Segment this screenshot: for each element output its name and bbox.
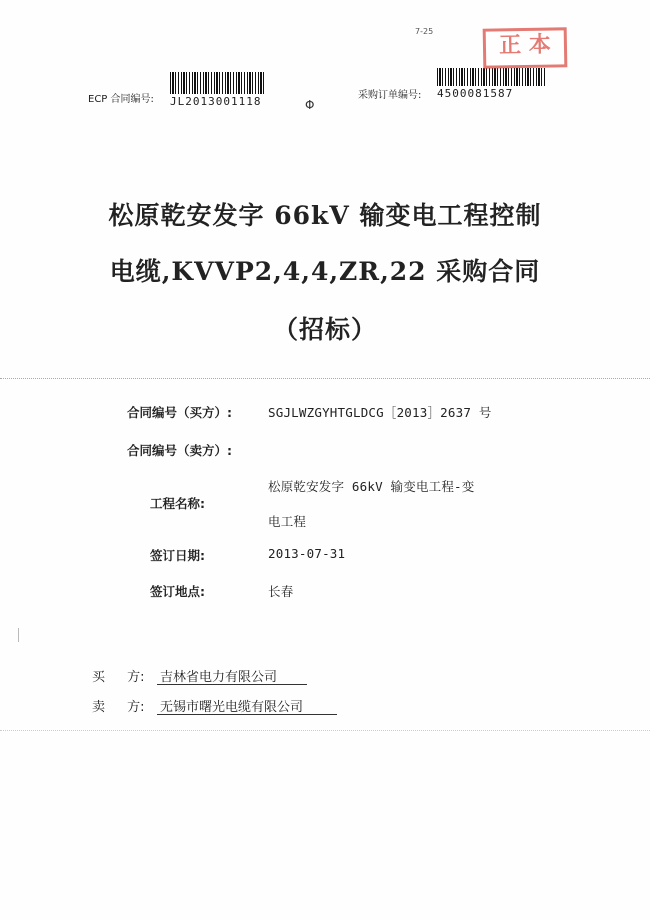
po-code: 4500081587 — [437, 87, 514, 100]
buyer-underline — [157, 684, 307, 685]
buyer-contract-no-value: SGJLWZGYHTGLDCG［2013］2637 号 — [268, 405, 492, 420]
title-line-3: （招标） — [272, 315, 377, 344]
signing-place-label: 签订地点: — [150, 584, 205, 599]
ecp-barcode — [170, 72, 266, 108]
handwritten-note: 7-25 — [415, 27, 434, 36]
seller-underline — [157, 714, 337, 715]
buyer-contract-no-label: 合同编号（买方）: — [127, 405, 232, 420]
project-name-label: 工程名称: — [150, 496, 205, 511]
ecp-barcode-bars — [170, 72, 266, 94]
buyer-name: 吉林省电力有限公司 — [160, 670, 278, 685]
signing-place-value: 长春 — [268, 584, 294, 599]
po-barcode — [437, 68, 547, 100]
project-name-value: 松原乾安发字 66kV 输变电工程-变 — [268, 479, 475, 494]
signing-date-label: 签订日期: — [150, 548, 205, 563]
signing-date-value: 2013-07-31 — [268, 546, 346, 561]
po-barcode-bars — [437, 68, 547, 86]
title-line-2: 电缆,KVVP2,4,4,ZR,22 采购合同 — [109, 257, 541, 286]
title-line-1: 松原乾安发字 66kV 输变电工程控制 — [108, 201, 542, 230]
buyer-label: 买 方: — [92, 670, 145, 685]
fold-line — [0, 378, 650, 379]
ecp-code: JL2013001118 — [170, 95, 262, 108]
seller-contract-no-label: 合同编号（卖方）: — [127, 443, 232, 458]
seller-label: 卖 方: — [92, 700, 145, 715]
project-name-value-cont: 电工程 — [268, 514, 307, 529]
ecp-label: ECP 合同编号: — [88, 94, 154, 105]
handwritten-mark: Φ — [305, 98, 315, 112]
fold-line-lower — [0, 730, 650, 731]
original-copy-stamp: 正 本 — [483, 27, 568, 68]
seller-name: 无锡市曙光电缆有限公司 — [160, 700, 304, 715]
scan-edge-mark — [18, 628, 19, 642]
po-label: 采购订单编号: — [358, 90, 422, 101]
